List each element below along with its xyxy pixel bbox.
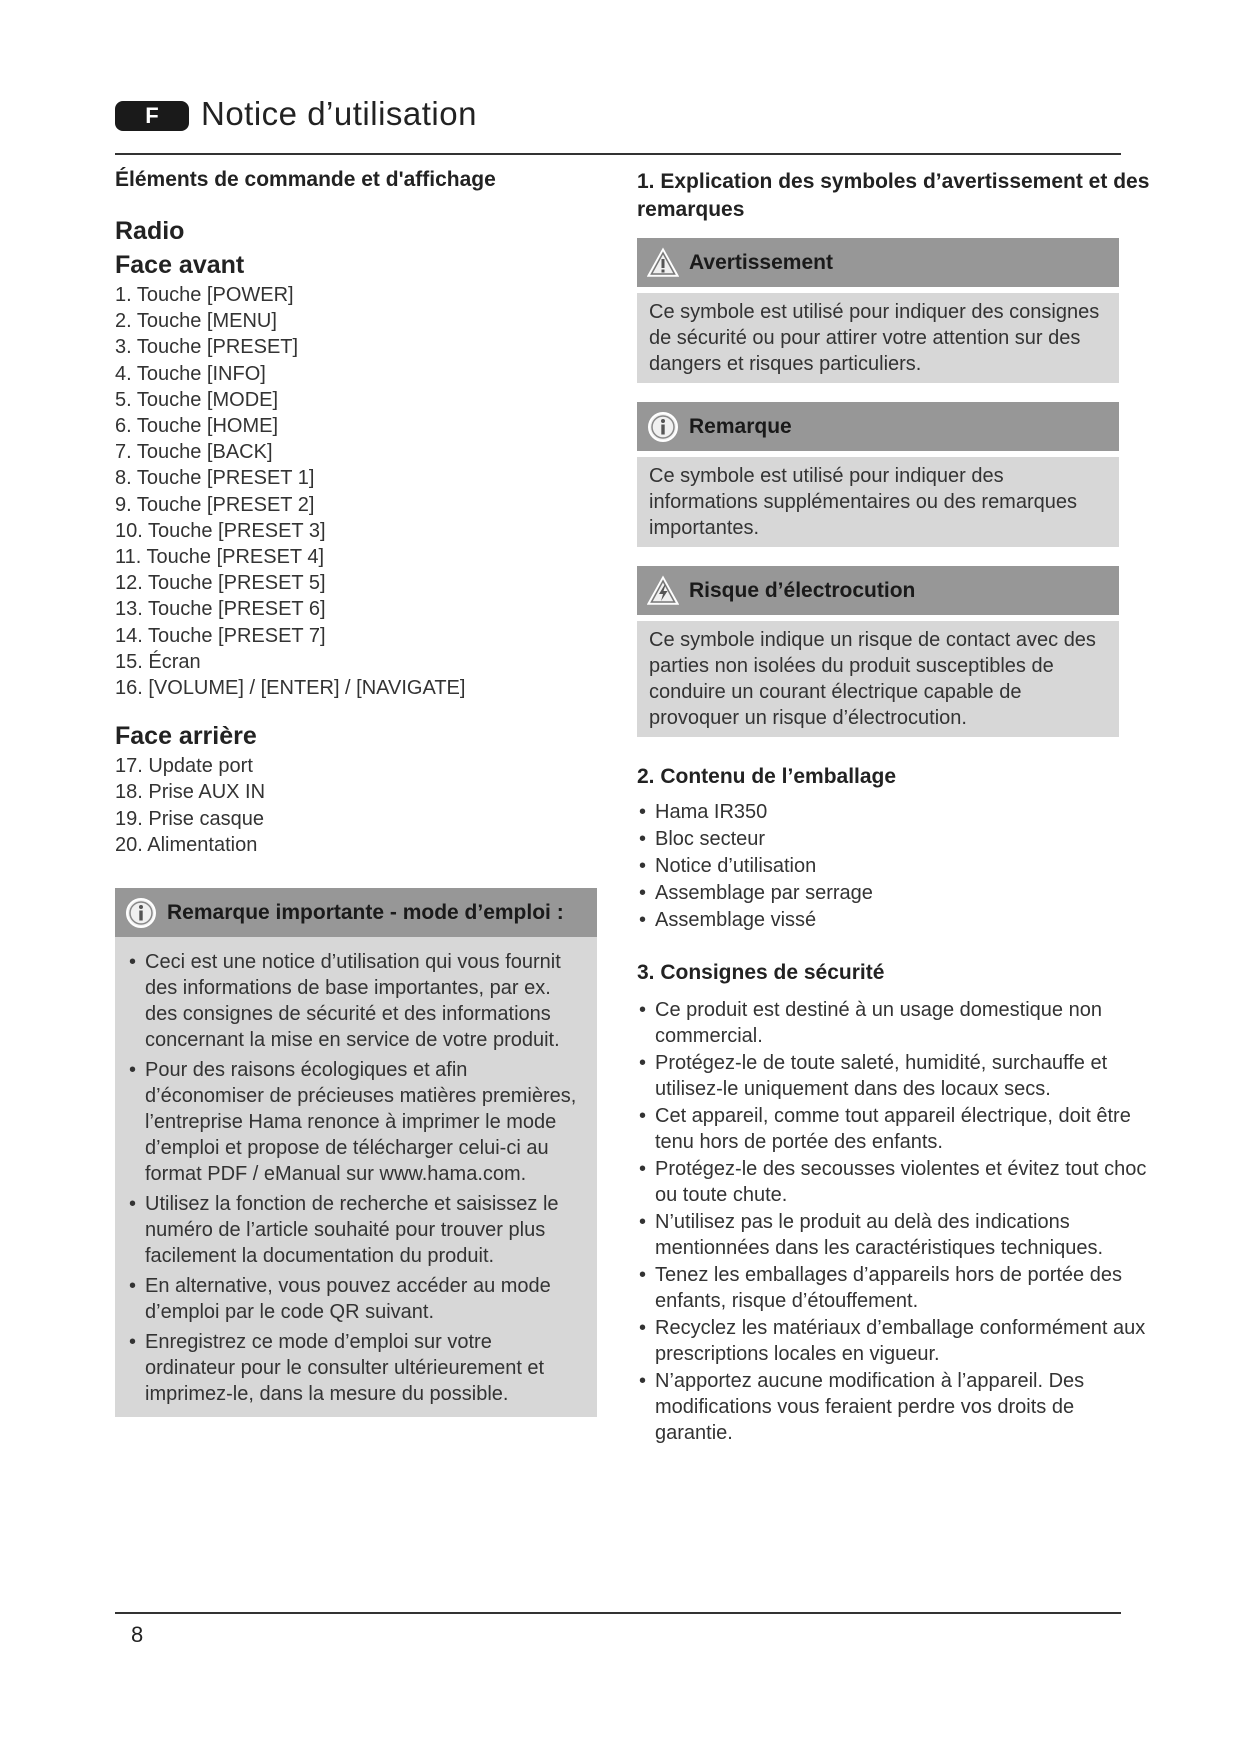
list-item: • Tenez les emballages d’appareils hors de portée des enfants, risque d’étouffement. [637, 1262, 1157, 1314]
important-note-body [115, 937, 597, 1417]
list-item: 14. Touche [PRESET 7] [115, 624, 326, 647]
list-item: 10. Touche [PRESET 3] [115, 519, 326, 542]
remark-box [637, 402, 1119, 547]
list-item: 7. Touche [BACK] [115, 441, 273, 464]
shock-risk-box [637, 566, 1119, 737]
page-title: Notice d’utilisation [201, 95, 477, 132]
info-icon [125, 897, 157, 929]
package-contents-list [637, 799, 1157, 933]
list-item: 16. [VOLUME] / [ENTER] / [NAVIGATE] [115, 677, 466, 700]
safety-list [637, 997, 1157, 1446]
shock-risk-title: Risque d’électrocution [689, 578, 916, 602]
list-item: 12. Touche [PRESET 5] [115, 572, 326, 595]
list-item: • En alternative, vous pouvez accéder au mode d’emploi par le code QR suivant. [127, 1273, 585, 1325]
list-item: • Bloc secteur [637, 826, 1157, 852]
footer-divider [115, 1612, 1121, 1614]
list-item: 19. Prise casque [115, 807, 264, 830]
elements-heading: Éléments de commande et d'affichage [115, 168, 496, 191]
important-note-header [115, 888, 597, 937]
radio-heading: Radio [115, 217, 185, 245]
list-item: 2. Touche [MENU] [115, 310, 277, 333]
page-number: 8 [131, 1622, 144, 1647]
page-header [115, 95, 1120, 155]
list-item: 4. Touche [INFO] [115, 362, 266, 385]
list-item: • Hama IR350 [637, 799, 1157, 825]
warning-header [637, 238, 1119, 287]
info-icon [647, 411, 679, 443]
list-item: • Protégez-le de toute saleté, humidité, surchauffe et utilisez-le uniquement dans des locaux secs. [637, 1050, 1157, 1102]
section2-heading: 2. Contenu de l’emballage [637, 765, 897, 788]
list-item: • Enregistrez ce mode d’emploi sur votre ordinateur pour le consulter ultérieurement et imprimez-le, dans la mesure du possible. [127, 1329, 585, 1407]
warning-text: Ce symbole est utilisé pour indiquer des consignes de sécurité ou pour attirer votre attention sur des dangers et risques particuliers. [637, 293, 1119, 383]
electric-shock-icon [647, 575, 679, 607]
list-item: • Assemblage vissé [637, 907, 1157, 933]
shock-risk-header [637, 566, 1119, 615]
list-item: • Pour des raisons écologiques et afin d’économiser de précieuses matières premières, l’entreprise Hama renonce à imprimer le mode d’emploi et propose de télécharger celui-ci au format PDF / eManual sur www.hama.com. [127, 1057, 585, 1187]
shock-risk-text: Ce symbole indique un risque de contact avec des parties non isolées du produit susceptibles de conduire un courant électrique capable de provoquer un risque d’électrocution. [637, 621, 1119, 737]
list-item: • Recyclez les matériaux d’emballage conformément aux prescriptions locales en vigueur. [637, 1315, 1157, 1367]
rear-controls-list [115, 753, 605, 858]
list-item: • Ceci est une notice d’utilisation qui vous fournit des informations de base importantes, par ex. des consignes de sécurité et des informations concernant la mise en service de votre produit. [127, 949, 585, 1053]
list-item: 15. Écran [115, 650, 201, 673]
front-controls-list [115, 282, 605, 701]
list-item: • Assemblage par serrage [637, 880, 1157, 906]
remark-title: Remarque [689, 414, 792, 438]
front-heading: Face avant [115, 251, 245, 279]
section3-heading: 3. Consignes de sécurité [637, 961, 885, 984]
section1-heading: 1. Explication des symboles d’avertissement et des remarques [637, 170, 1150, 221]
rear-heading: Face arrière [115, 722, 257, 751]
list-item: • N’utilisez pas le produit au delà des indications mentionnées dans les caractéristiques techniques. [637, 1209, 1157, 1261]
important-note-list [127, 949, 585, 1407]
list-item: 9. Touche [PRESET 2] [115, 493, 315, 516]
left-column [115, 168, 605, 1417]
list-item: 13. Touche [PRESET 6] [115, 598, 326, 621]
list-item: • Utilisez la fonction de recherche et saisissez le numéro de l’article souhaité pour trouver plus facilement la documentation du produit. [127, 1191, 585, 1269]
language-badge: F [115, 101, 189, 131]
list-item: 17. Update port [115, 755, 253, 778]
list-item: • Notice d’utilisation [637, 853, 1157, 879]
list-item: 8. Touche [PRESET 1] [115, 467, 315, 490]
list-item: 1. Touche [POWER] [115, 284, 294, 306]
important-note-title: Remarque importante - mode d’emploi : [167, 900, 564, 924]
header-divider [115, 153, 1121, 155]
list-item: • Cet appareil, comme tout appareil électrique, doit être tenu hors de portée des enfants. [637, 1103, 1157, 1155]
list-item: • N’apportez aucune modification à l’appareil. Des modifications vous feraient perdre vos droits de garantie. [637, 1368, 1157, 1446]
warning-triangle-icon [647, 247, 679, 279]
list-item: 18. Prise AUX IN [115, 781, 266, 804]
remark-text: Ce symbole est utilisé pour indiquer des informations supplémentaires ou des remarques importantes. [637, 457, 1119, 547]
list-item: 11. Touche [PRESET 4] [115, 546, 325, 569]
remark-header [637, 402, 1119, 451]
warning-box [637, 238, 1119, 383]
list-item: • Protégez-le des secousses violentes et évitez tout choc ou toute chute. [637, 1156, 1157, 1208]
warning-title: Avertissement [689, 250, 833, 274]
list-item: 20. Alimentation [115, 833, 258, 856]
right-column [637, 168, 1157, 1447]
important-note-box [115, 888, 597, 1417]
list-item: 5. Touche [MODE] [115, 388, 279, 411]
list-item: 6. Touche [HOME] [115, 415, 279, 438]
list-item: 3. Touche [PRESET] [115, 336, 299, 359]
list-item: • Ce produit est destiné à un usage domestique non commercial. [637, 997, 1157, 1049]
